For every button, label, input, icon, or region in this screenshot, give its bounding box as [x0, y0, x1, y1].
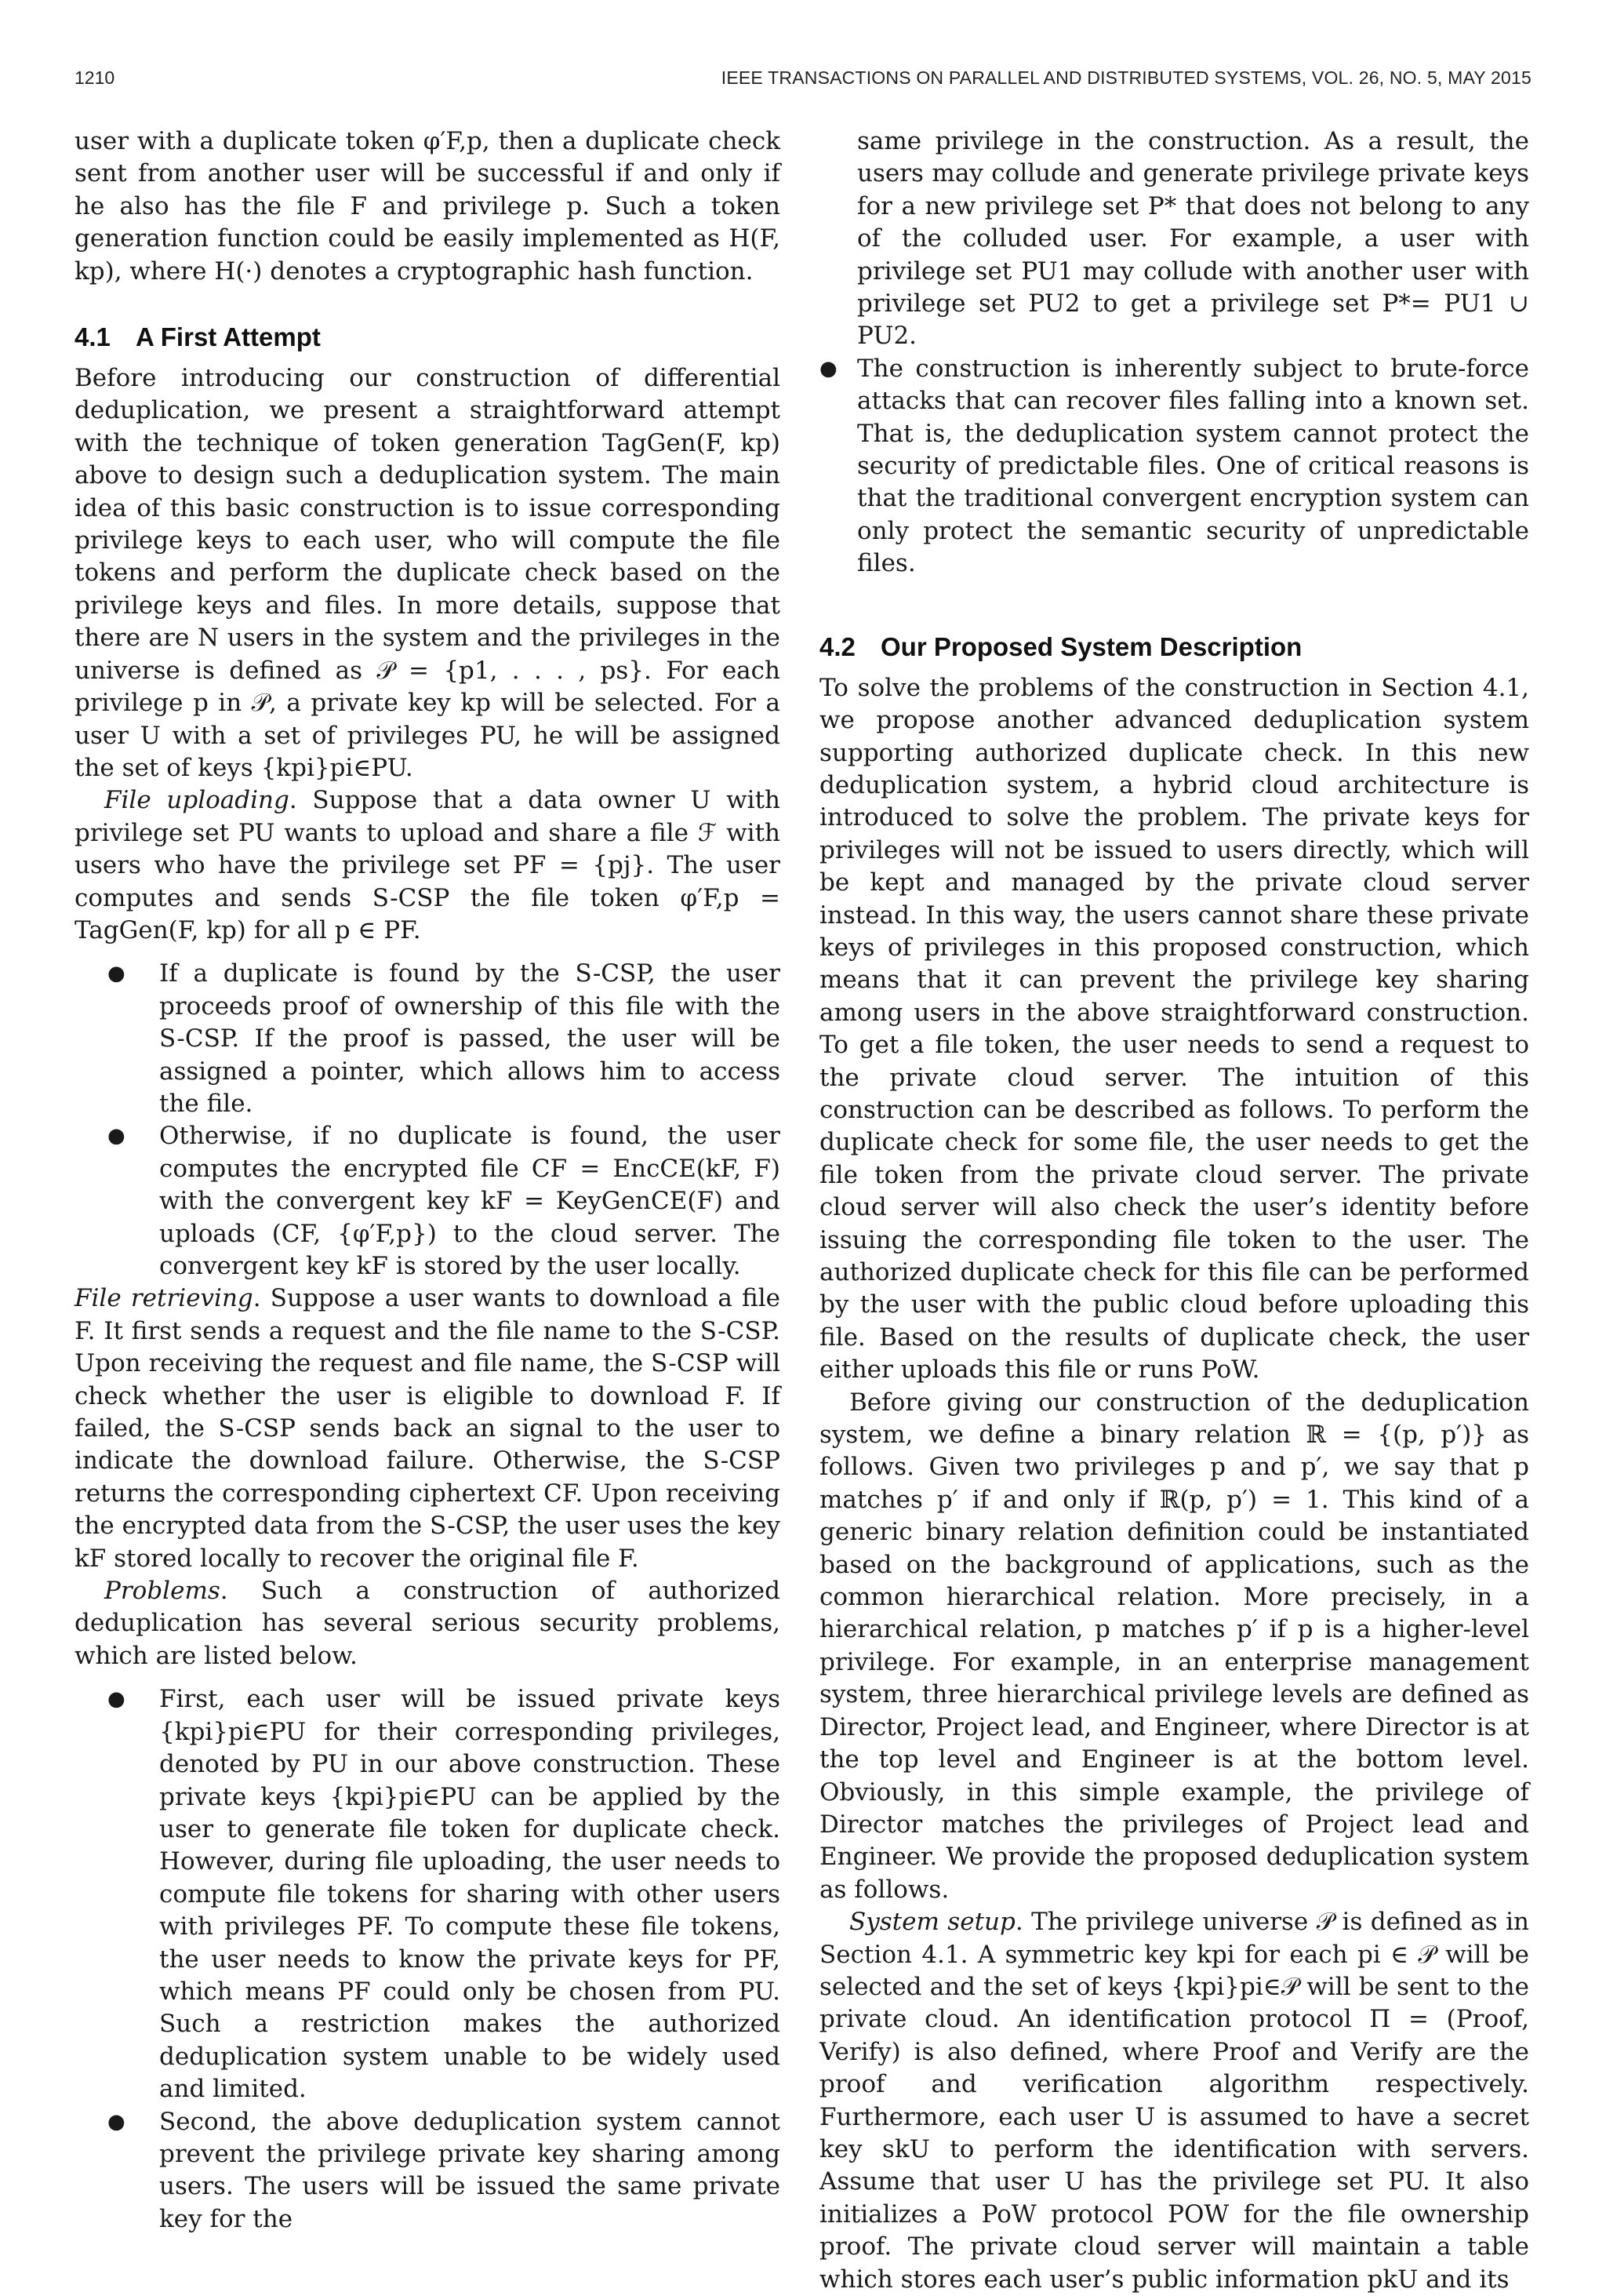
- list-item-text: The construction is inherently subject to brute-force attacks that can recover files falling into a known set. That is, the deduplication system cannot protect the security of predictable files. One of critical reasons is that the traditional convergent encryption system can only protect the semantic security of unpredictable files.: [857, 354, 1529, 578]
- list-item: [74, 1683, 780, 2105]
- list-item-text: If a duplicate is found by the S-CSP, the user proceeds proof of ownership of this file with the S-CSP. If the proof is passed, the user will be assigned a pointer, which allows him to access the file.: [159, 959, 780, 1118]
- run-in-label: Problems: [104, 1577, 220, 1606]
- list-item-text: same privilege in the construction. As a result, the users may collude and generate privilege private keys for a new privilege set P* that does not belong to any of the colluded user. For example, a user with privilege set PU1 may collude with another user with privilege set PU2 to get a privilege set P*= PU1 ∪ PU2.: [857, 127, 1529, 351]
- list-item-text: Second, the above deduplication system cannot prevent the privilege private key sharing among users. The users will be issued the same private key for the: [159, 2107, 780, 2233]
- bullet-icon: ●: [819, 356, 838, 380]
- section-number: 4.1: [74, 322, 111, 352]
- section-title: A First Attempt: [136, 322, 321, 352]
- paragraph-text: . Suppose that a data owner U with privilege set PU wants to upload and share a file ℱ with users who have the privilege set PF = {pj}. The user computes and sends S-CSP the file token φ′F,p = TagGen(F, kp) for all p ∈ PF.: [74, 786, 780, 944]
- bullet-icon: ●: [107, 1687, 125, 1712]
- list-item: [74, 1120, 780, 1283]
- paragraph-binary-relation: Before giving our construction of the deduplication system, we define a binary relation ℝ = {(p, p′)} as follows. Given two privileges p and p′, we say that p matches p′ if and only if ℝ(p, p′) = 1. This kind of a generic binary relation definition could be instantiated based on the background of applications, such as the common hierarchical relation. More precisely, in a hierarchical relation, p matches p′ if p is a higher-level privilege. For example, in an enterprise management system, three hierarchical privilege levels are defined as Director, Project lead, and Engineer, where Director is at the top level and Engineer is at the bottom level. Obviously, in this simple example, the privilege of Director matches the privileges of Project lead and Engineer. We provide the proposed deduplication system as follows.: [819, 1388, 1529, 1904]
- paragraph-text: . Suppose a user wants to download a file F. It first sends a request and the file name to the S-CSP. Upon receiving the request and file name, the S-CSP will check whether the user is eligible to download F. If failed, the S-CSP sends back an signal to the user to indicate the download failure. Otherwise, the S-CSP returns the corresponding ciphertext CF. Upon receiving the encrypted data from the S-CSP, the user uses the key kF stored locally to recover the original file F.: [74, 1284, 780, 1573]
- paragraph-problems: [74, 1575, 780, 1672]
- paragraph-text: . The privilege universe 𝒫 is defined as in Section 4.1. A symmetric key kpi for each pi ∈ 𝒫 will be selected and the set of keys {kpi}pi∈𝒫 will be sent to the private cloud. An identification protocol Π = (Proof, Verify) is also defined, where Proof and Verify are the proof and verification algorithm respectively. Furthermore, each user U is assumed to have a secret key skU to perform the identification with servers. Assume that user U has the privilege set PU. It also initializes a PoW protocol POW for the file ownership proof. The private cloud server will maintain a table which stores each user’s public information pkU and its: [819, 1908, 1530, 2294]
- list-item: [74, 958, 780, 1120]
- paragraph-text: . Such a construction of authorized deduplication has several serious security problems, which are listed below.: [74, 1577, 780, 1670]
- section-title: Our Proposed System Description: [881, 631, 1303, 661]
- problems-bullet-list: [74, 1683, 780, 2236]
- list-item: [819, 353, 1529, 580]
- bullet-icon: ●: [107, 962, 125, 986]
- continued-bullet-list: [819, 126, 1529, 580]
- section-heading-4-1: [74, 321, 780, 353]
- list-item-continued: [819, 126, 1529, 353]
- paragraph-file-retrieving: [74, 1283, 780, 1575]
- bullet-icon: ●: [107, 1124, 125, 1148]
- list-item: [74, 2106, 780, 2236]
- paragraph-system-setup: [819, 1906, 1529, 2296]
- list-item-text: First, each user will be issued private keys {kpi}pi∈PU for their corresponding privileges, denoted by PU in our above construction. These private keys {kpi}pi∈PU can be applied by the user to generate file token for duplicate check. However, during file uploading, the user needs to compute file tokens for sharing with other users with privileges PF. To compute these file tokens, the user needs to know the private keys for PF, which means PF could only be chosen from PU. Such a restriction makes the authorized deduplication system unable to be widely used and limited.: [159, 1685, 780, 2104]
- section-heading-4-2: [819, 631, 1529, 663]
- paragraph-file-uploading: [74, 784, 780, 947]
- page-number: 1210: [74, 67, 115, 88]
- left-column: [74, 126, 780, 2236]
- journal-title: IEEE TRANSACTIONS ON PARALLEL AND DISTRIBUTED SYSTEMS, VOL. 26, NO. 5, MAY 2015: [721, 67, 1532, 88]
- run-in-label: File uploading: [104, 786, 289, 815]
- paragraph-system-description: To solve the problems of the construction in Section 4.1, we propose another advanced deduplication system supporting authorized duplicate check. In this new deduplication system, a hybrid cloud architecture is introduced to solve the problem. The private keys for privileges will not be issued to users directly, which will be kept and managed by the private cloud server instead. In this way, the users cannot share these private keys of privileges in this proposed construction, which means that it can prevent the privilege key sharing among users in the above straightforward construction. To get a file token, the user needs to send a request to the private cloud server. The intuition of this construction can be described as follows. To perform the duplicate check for some file, the user needs to get the file token from the private cloud server. The private cloud server will also check the user’s identity before issuing the corresponding file token to the user. The authorized duplicate check for this file can be performed by the user with the public cloud before uploading this file. Based on the results of duplicate check, the user either uploads this file or runs PoW.: [819, 673, 1529, 1385]
- list-item-text: Otherwise, if no duplicate is found, the user computes the encrypted file CF = EncCE(kF, F) with the convergent key kF = KeyGenCE(F) and uploads (CF, {φ′F,p}) to the cloud server. The convergent key kF is stored by the user locally.: [159, 1122, 780, 1280]
- running-header: [74, 67, 1532, 99]
- right-column: [819, 126, 1529, 2296]
- run-in-label: File retrieving: [74, 1284, 253, 1313]
- section-number: 4.2: [819, 631, 856, 661]
- paragraph-first-attempt: Before introducing our construction of differential deduplication, we present a straightforward attempt with the technique of token generation TagGen(F, kp) above to design such a deduplication system. The main idea of this basic construction is to issue corresponding privilege keys to each user, who will compute the file tokens and perform the duplicate check based on the privilege keys and files. In more details, suppose that there are N users in the system and the privileges in the universe is defined as 𝒫 = {p1, . . . , ps}. For each privilege p in 𝒫, a private key kp will be selected. For a user U with a set of privileges PU, he will be assigned the set of keys {kpi}pi∈PU.: [74, 364, 780, 782]
- intro-paragraph: user with a duplicate token φ′F,p, then a duplicate check sent from another user will be successful if and only if he also has the file F and privilege p. Such a token generation function could be easily implemented as H(F, kp), where H(·) denotes a cryptographic hash function.: [74, 127, 780, 286]
- run-in-label: System setup: [849, 1908, 1016, 1937]
- upload-bullet-list: [74, 958, 780, 1283]
- bullet-icon: ●: [107, 2109, 125, 2134]
